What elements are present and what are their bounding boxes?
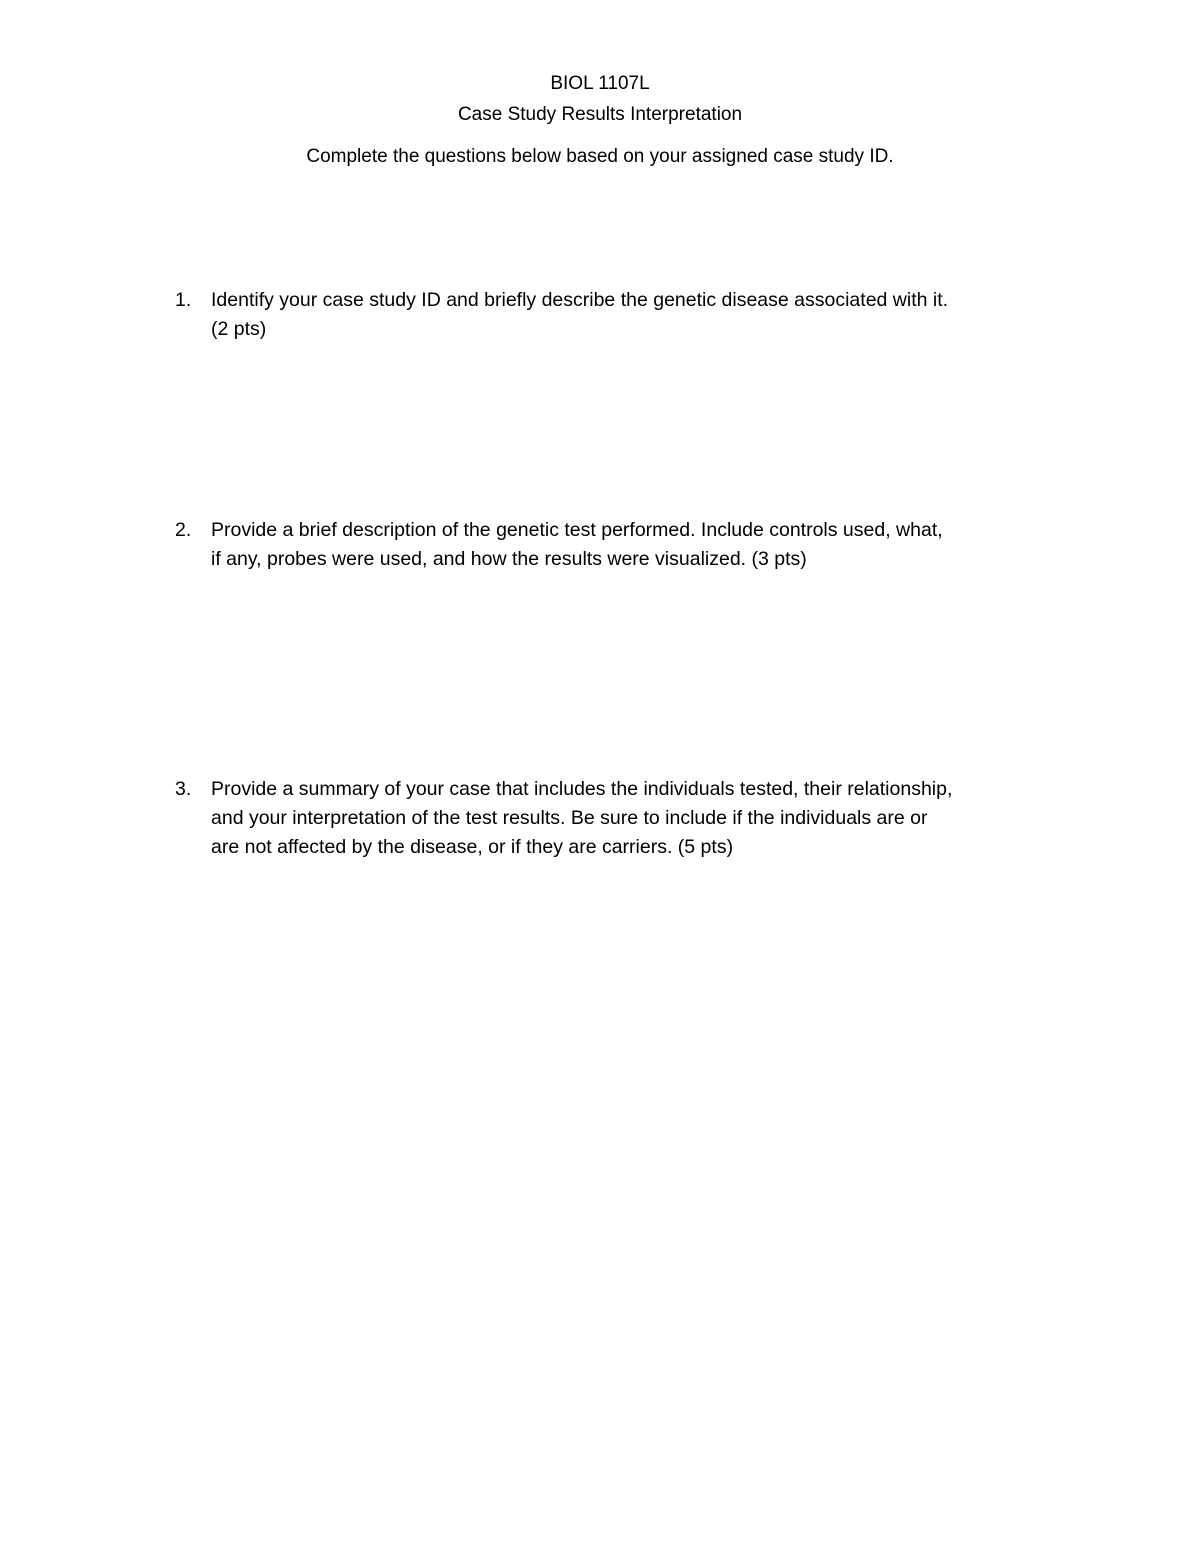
instructions-text: Complete the questions below based on your assigned case study ID.: [306, 146, 894, 167]
question-2-number: 2.: [175, 519, 192, 541]
question-1-number: 1.: [175, 289, 192, 311]
question-1-text: Identify your case study ID and briefly describe the genetic disease associated with it. (2 pts): [211, 289, 949, 340]
question-3-text: Provide a summary of your case that includes the individuals tested, their relationship, and your interpretation of the test results. Be sure to include if the individuals are or are not affected by the disease, or if they are carriers. (5 pts): [211, 778, 953, 858]
question-3: [175, 775, 1055, 862]
question-2: [175, 516, 1055, 574]
question-1: [175, 286, 1055, 344]
question-3-number: 3.: [175, 778, 192, 800]
question-2-text: Provide a brief description of the genetic test performed. Include controls used, what, if any, probes were used, and how the results were visualized. (3 pts): [211, 519, 943, 570]
document-title: Case Study Results Interpretation: [457, 104, 743, 125]
course-code: BIOL 1107L: [550, 73, 650, 94]
